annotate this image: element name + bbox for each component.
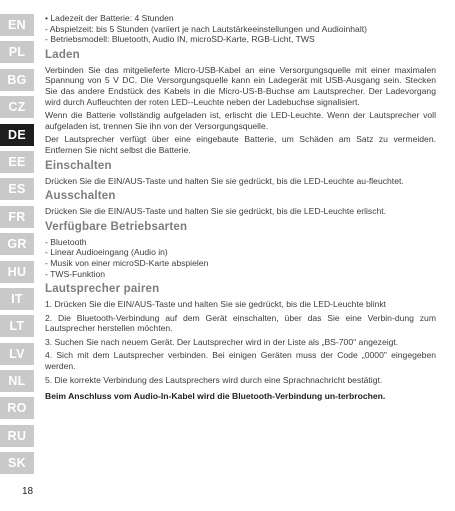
- laden-paragraph-2: Wenn die Batterie vollständig aufgeladen ist, erlischt die LED-Leuchte. Wenn der Lautsprecher voll aufgeladen ist, trennen Sie ihn von der Versorgungsquelle.: [45, 110, 436, 131]
- spec-charge-time: Ladezeit der Batterie: 4 Stunden: [50, 13, 174, 23]
- spec-line: • Ladezeit der Batterie: 4 Stunden: [45, 13, 174, 23]
- lang-tab-en[interactable]: EN: [0, 14, 34, 36]
- laden-paragraph-3: Der Lautsprecher verfügt über eine eingebaute Batterie, um Schäden am Satz zu vermeiden. Entfernen Sie nicht selbst die Batterie.: [45, 134, 436, 155]
- ausschalten-text: Drücken Sie die EIN/AUS-Taste und halten Sie sie gedrückt, bis die LED-Leuchte erlischt.: [45, 206, 387, 217]
- spec-modes: - Betriebsmodell: Bluetooth, Audio IN, microSD-Karte, RGB-Licht, TWS: [45, 34, 315, 45]
- heading-laden: Laden: [45, 48, 80, 61]
- pairen-step-5: 5. Die korrekte Verbindung des Lautsprechers wird durch eine Sprachnachricht bestätigt.: [45, 374, 383, 385]
- lang-tab-ru[interactable]: RU: [0, 425, 34, 447]
- mode-item: - Bluetooth: [45, 236, 87, 247]
- einschalten-text: Drücken Sie die EIN/AUS-Taste und halten Sie sie gedrückt, bis die LED-Leuchte au-fleuchtet.: [45, 175, 404, 186]
- heading-einschalten: Einschalten: [45, 159, 112, 172]
- laden-paragraph-1: Verbinden Sie das mitgelieferte Micro-USB-Kabel an eine Versorgungsquelle mit einer maximalen Spannung von 5 V DC. Die Versorgungsquelle kann ein Ladegerät mit USB-Ausgang sein. Stecken Sie das andere Endstück des Kabels in die Micro-US-B-Buchse am Lautsprecher. Der Ladevorgang wird durch Aufleuchten der roten LED--Leuchte neben der Ladebuchse signalisiert.: [45, 64, 436, 107]
- specs-block: [45, 13, 436, 45]
- heading-betriebsarten: Verfügbare Betriebsarten: [45, 220, 188, 233]
- lang-tab-nl[interactable]: NL: [0, 370, 34, 392]
- language-sidebar: [0, 14, 34, 480]
- mode-item: - Linear Audioeingang (Audio in): [45, 247, 168, 258]
- lang-tab-sk[interactable]: SK: [0, 452, 34, 474]
- lang-tab-pl[interactable]: PL: [0, 41, 34, 63]
- lang-tab-lt[interactable]: LT: [0, 315, 34, 337]
- mode-item: - Musik von einer microSD-Karte abspielen: [45, 257, 209, 268]
- heading-ausschalten: Ausschalten: [45, 190, 116, 203]
- lang-tab-ro[interactable]: RO: [0, 397, 34, 419]
- lang-tab-es[interactable]: ES: [0, 178, 34, 200]
- lang-tab-hu[interactable]: HU: [0, 261, 34, 283]
- mode-item: - TWS-Funktion: [45, 268, 106, 279]
- pairen-step-2: 2. Die Bluetooth-Verbindung auf dem Gerät einschalten, über das Sie eine Verbin-dung zum Lautsprecher herstellen möchten.: [45, 312, 436, 334]
- lang-tab-it[interactable]: IT: [0, 288, 34, 310]
- lang-tab-fr[interactable]: FR: [0, 206, 34, 228]
- pairen-step-3: 3. Suchen Sie nach neuem Gerät. Der Lautsprecher wird in der Liste als „BS-700" angezeigt.: [45, 336, 399, 347]
- lang-tab-gr[interactable]: GR: [0, 233, 34, 255]
- pairen-step-1: 1. Drücken Sie die EIN/AUS-Taste und halten Sie sie gedrückt, bis die LED-Leuchte blinkt: [45, 299, 387, 310]
- audio-in-note: Beim Anschluss vom Audio-In-Kabel wird die Bluetooth-Verbindung un-terbrochen.: [45, 391, 386, 402]
- page-number: 18: [22, 486, 34, 497]
- lang-tab-lv[interactable]: LV: [0, 343, 34, 365]
- pairen-step-4: 4. Sich mit dem Lautsprecher verbinden. Bei einigen Geräten muss der Code „0000" eingegeben werden.: [45, 350, 436, 372]
- lang-tab-de[interactable]: DE: [0, 124, 34, 146]
- spec-play-time: - Abspielzeit: bis 5 Stunden (variiert je nach Lautstärkeeinstellungen und Audioinhalt): [45, 23, 367, 34]
- lang-tab-cz[interactable]: CZ: [0, 96, 34, 118]
- manual-content: [45, 13, 436, 405]
- lang-tab-bg[interactable]: BG: [0, 69, 34, 91]
- lang-tab-ee[interactable]: EE: [0, 151, 34, 173]
- heading-pairen: Lautsprecher pairen: [45, 283, 160, 296]
